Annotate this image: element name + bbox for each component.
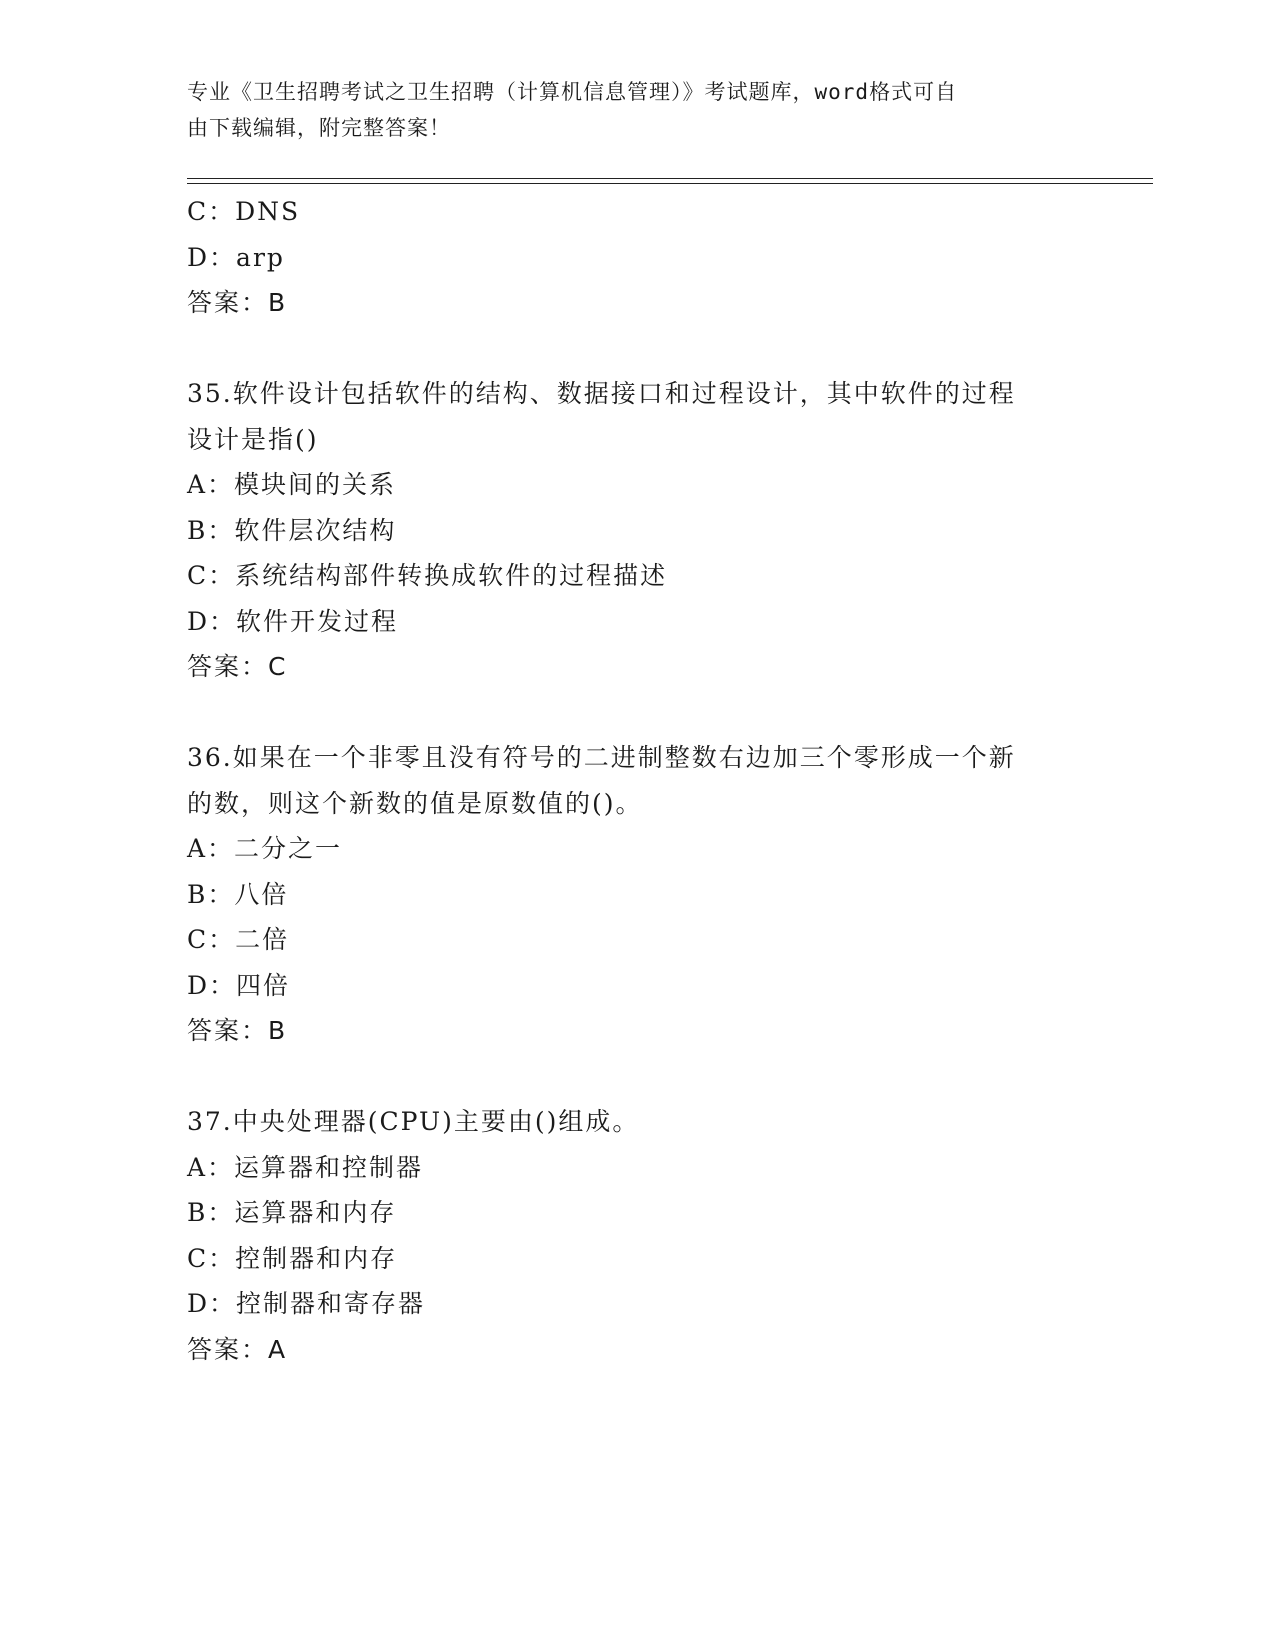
option-b: B：软件层次结构: [187, 515, 397, 545]
question-text-line-2: 设计是指(): [187, 424, 319, 454]
option-d: D：四倍: [187, 970, 291, 1000]
header-line-1: 专业《卫生招聘考试之卫生招聘（计算机信息管理）》考试题库，word格式可自: [187, 80, 958, 104]
option-a: A：二分之一: [187, 834, 343, 863]
spacer: [187, 326, 1087, 372]
question-35: [187, 371, 1087, 690]
question-text-line-1: 35.软件设计包括软件的结构、数据接口和过程设计，其中软件的过程: [187, 379, 1016, 408]
spacer: [187, 690, 1087, 736]
option-d: D：软件开发过程: [187, 606, 399, 636]
option-b: B：八倍: [187, 879, 289, 909]
option-d: D：控制器和寄存器: [187, 1289, 426, 1318]
question-text-line-1: 36.如果在一个非零且没有符号的二进制整数右边加三个零形成一个新: [187, 743, 1016, 772]
option-a: A：运算器和控制器: [187, 1152, 424, 1182]
header-line-2: 由下载编辑，附完整答案！: [187, 116, 451, 140]
option-c: C：控制器和内存: [187, 1243, 398, 1273]
answer: 答案：C: [187, 652, 288, 681]
question-text-line-1: 37.中央处理器(CPU)主要由()组成。: [187, 1107, 640, 1136]
option-b: B：运算器和内存: [187, 1198, 397, 1227]
option-d: D：arp: [187, 242, 285, 272]
option-c: C：二倍: [187, 925, 290, 954]
spacer: [187, 1054, 1087, 1100]
question-36: [187, 735, 1087, 1054]
document-header: [187, 74, 1067, 146]
answer: 答案：B: [187, 288, 288, 317]
question-list: [187, 189, 1087, 1372]
question-text-line-2: 的数，则这个新数的值是原数值的()。: [187, 788, 643, 818]
question-34-tail: [187, 189, 1087, 326]
option-a: A：模块间的关系: [187, 470, 397, 499]
option-c: C：DNS: [187, 197, 301, 226]
header-divider-top: [187, 178, 1153, 179]
header-divider-bottom: [187, 183, 1153, 184]
answer: 答案：B: [187, 1016, 288, 1045]
question-37: [187, 1099, 1087, 1372]
option-c: C：系统结构部件转换成软件的过程描述: [187, 561, 668, 590]
answer: 答案：A: [187, 1334, 288, 1364]
